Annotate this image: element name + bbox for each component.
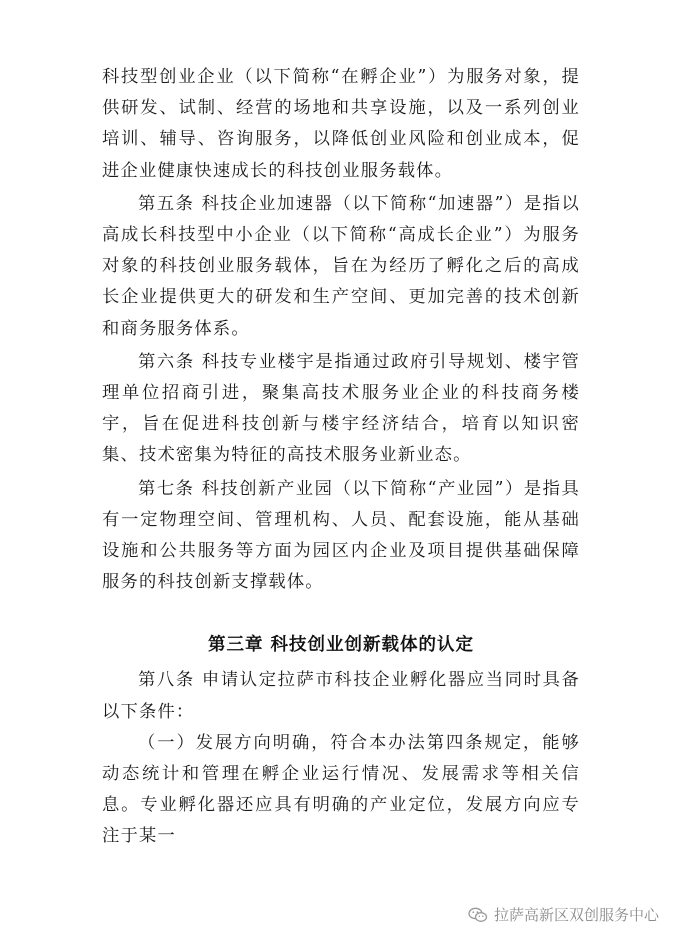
paragraph-article-5: 第五条 科技企业加速器（以下简称“加速器”）是指以高成长科技型中小企业（以下简称“高成长企业”）为服务对象的科技创业服务载体，旨在为经历了孵化之后的高成长企业提供更大的研发和生产空间、更加完善的技术创新和商务服务体系。 (102, 193, 580, 339)
chapter-title: 第三章 科技创业创新载体的认定 (207, 635, 475, 656)
wechat-icon (468, 907, 488, 923)
paragraph-article-8: 第八条 申请认定拉萨市科技企业孵化器应当同时具备以下条件： (102, 670, 580, 722)
paragraph-article-7: 第七条 科技创新产业园（以下简称“产业园”）是指具有一定物理空间、管理机构、人员、配套设施，能从基础设施和公共服务等方面为园区内企业及项目提供基础保障服务的科技创新支撑载体。 (102, 478, 580, 593)
watermark-text: 拉萨高新区双创服务中心 (493, 906, 659, 924)
account-watermark (468, 904, 659, 925)
paragraph-article-6: 第六条 科技专业楼宇是指通过政府引导规划、楼宇管理单位招商引进，聚集高技术服务业企业的科技商务楼宇，旨在促进科技创新与楼宇经济结合，培育以知识密集、技术密集为特征的高技术服务业新业态。 (102, 351, 580, 466)
document-body (102, 62, 580, 853)
paragraph-incubator-definition-continued: 科技型创业企业（以下简称“在孵企业”）为服务对象，提供研发、试制、经营的场地和共享设施，以及一系列创业培训、辅导、咨询服务，以降低创业风险和创业成本，促进企业健康快速成长的科技创业服务载体。 (102, 67, 580, 181)
paragraph-condition-1: （一）发展方向明确，符合本办法第四条规定，能够动态统计和管理在孵企业运行情况、发展需求等相关信息。专业孵化器还应具有明确的产业定位，发展方向应专注于某一 (102, 732, 580, 847)
